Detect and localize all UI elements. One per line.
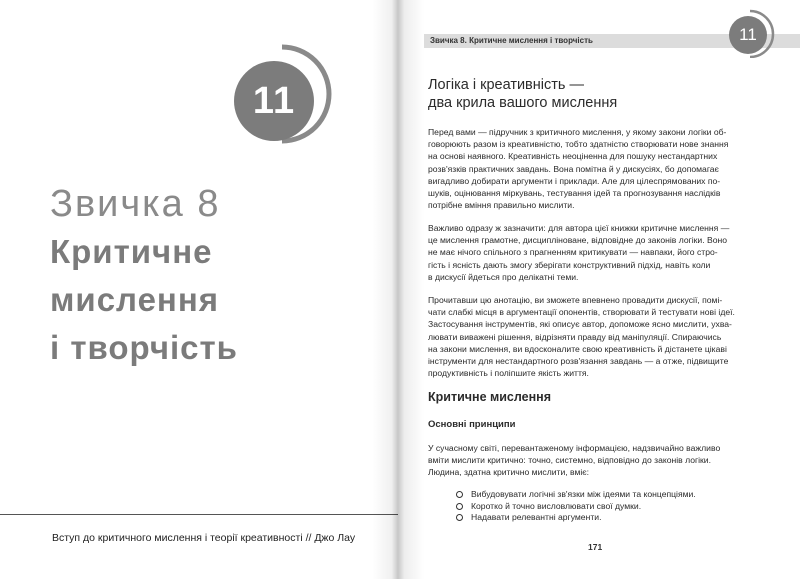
section-title — [428, 76, 617, 112]
text-line: не має нічого спільного з прагненням критикувати — навпаки, його стро- — [428, 247, 718, 258]
text-line: вигадливо добирати аргументи і приклади. Але для цілеспрямованих по- — [428, 175, 721, 186]
bullet-circle-icon — [456, 514, 463, 521]
text-line: Важливо одразу ж зазначити: для автора цієї книжки критичне мислення — — [428, 223, 730, 233]
paragraph-1 — [428, 126, 776, 211]
bullet-circle-icon — [456, 503, 463, 510]
list-item — [456, 501, 696, 513]
chapter-number-small: 11 — [729, 16, 767, 54]
text-line: Перед вами — підручник з критичного мислення, у якому закони логіки об- — [428, 127, 727, 137]
text-line: в дискусії йдеться про делікатні теми. — [428, 271, 579, 282]
text-line: Застосування інструментів, які описує автор, допоможе ясно мислити, ухва- — [428, 319, 732, 330]
page-number: 171 — [588, 542, 603, 552]
text-line: говорюють разом із креативністю, тобто здатністю створювати нове знання — [428, 139, 729, 150]
text-line: потрібне вміння правильно мислити. — [428, 200, 575, 211]
subsubheading: Основні принципи — [428, 419, 516, 430]
text-line: розв'язків практичних завдань. Вона помітна й у дискусіях, бо допомагає — [428, 163, 719, 174]
text-line: на закони мислення, ви вдосконалите свою креативність й дістанете цікаві — [428, 343, 727, 354]
chapter-title-line: мислення — [50, 281, 220, 318]
text-line: шуків, оцінювання міркувань, тестування ідей та прогнозування наслідків — [428, 188, 721, 199]
chapter-title-line: Критичне — [50, 233, 213, 270]
text-line: чати слабкі місця в аргументації опонентів, створювати й тестувати нові ідеї. — [428, 307, 735, 318]
list-item-text: Коротко й точно висловлювати свої думки. — [471, 500, 642, 511]
chapter-number-badge — [726, 8, 776, 58]
left-page — [0, 0, 398, 579]
right-page — [400, 0, 800, 579]
text-line: Прочитавши цю анотацію, ви зможете впевнено провадити дискусії, помі- — [428, 295, 723, 305]
chapter-number: 11 — [234, 61, 314, 141]
text-line: інструменти для нестандартного розв'язання завдань — а отже, підвищите — [428, 356, 729, 367]
list-item-text: Надавати релевантні аргументи. — [471, 512, 602, 522]
paragraph-3 — [428, 294, 776, 379]
chapter-title-line: і творчість — [50, 329, 238, 366]
book-footer: Вступ до критичного мислення і теорії креативності // Джо Лау — [52, 532, 356, 544]
text-line: У сучасному світі, перевантаженому інформацією, надзвичайно важливо — [428, 443, 721, 453]
running-header: Звичка 8. Критичне мислення і творчість — [430, 36, 593, 45]
footer-divider — [0, 514, 398, 515]
chapter-title — [50, 228, 238, 372]
bullet-list — [456, 489, 696, 524]
section-title-line: Логіка і креативність — — [428, 77, 584, 93]
text-line: на основі наявного. Креативність неоціненна для пошуку нестандартних — [428, 151, 718, 162]
text-line: Людина, здатна критично мислити, вміє: — [428, 467, 590, 478]
bullet-circle-icon — [456, 491, 463, 498]
text-line: гість і ясність дають змогу зберігати конструктивний підхід, навіть коли — [428, 259, 711, 270]
text-line: це мислення грамотне, дисципліноване, відповідне до законів логіки. Воно — [428, 235, 728, 246]
list-item-text: Вибудовувати логічні зв'язки між ідеями та концепціями. — [471, 489, 696, 499]
paragraph-4 — [428, 442, 776, 479]
chapter-badge — [230, 42, 334, 146]
habit-title: Звичка 8 — [50, 183, 221, 225]
subheading: Критичне мислення — [428, 390, 551, 404]
section-title-line: два крила вашого мислення — [428, 95, 618, 111]
list-item — [456, 512, 696, 524]
list-item — [456, 489, 696, 501]
text-line: вміти мислити критично: точно, системно, відповідно до законів логіки. — [428, 455, 711, 466]
paragraph-2 — [428, 222, 776, 283]
text-line: лювати виважені рішення, відрізняти правду від маніпуляції. Спираючись — [428, 331, 722, 342]
text-line: продуктивність і поліпшите якість життя. — [428, 368, 589, 379]
